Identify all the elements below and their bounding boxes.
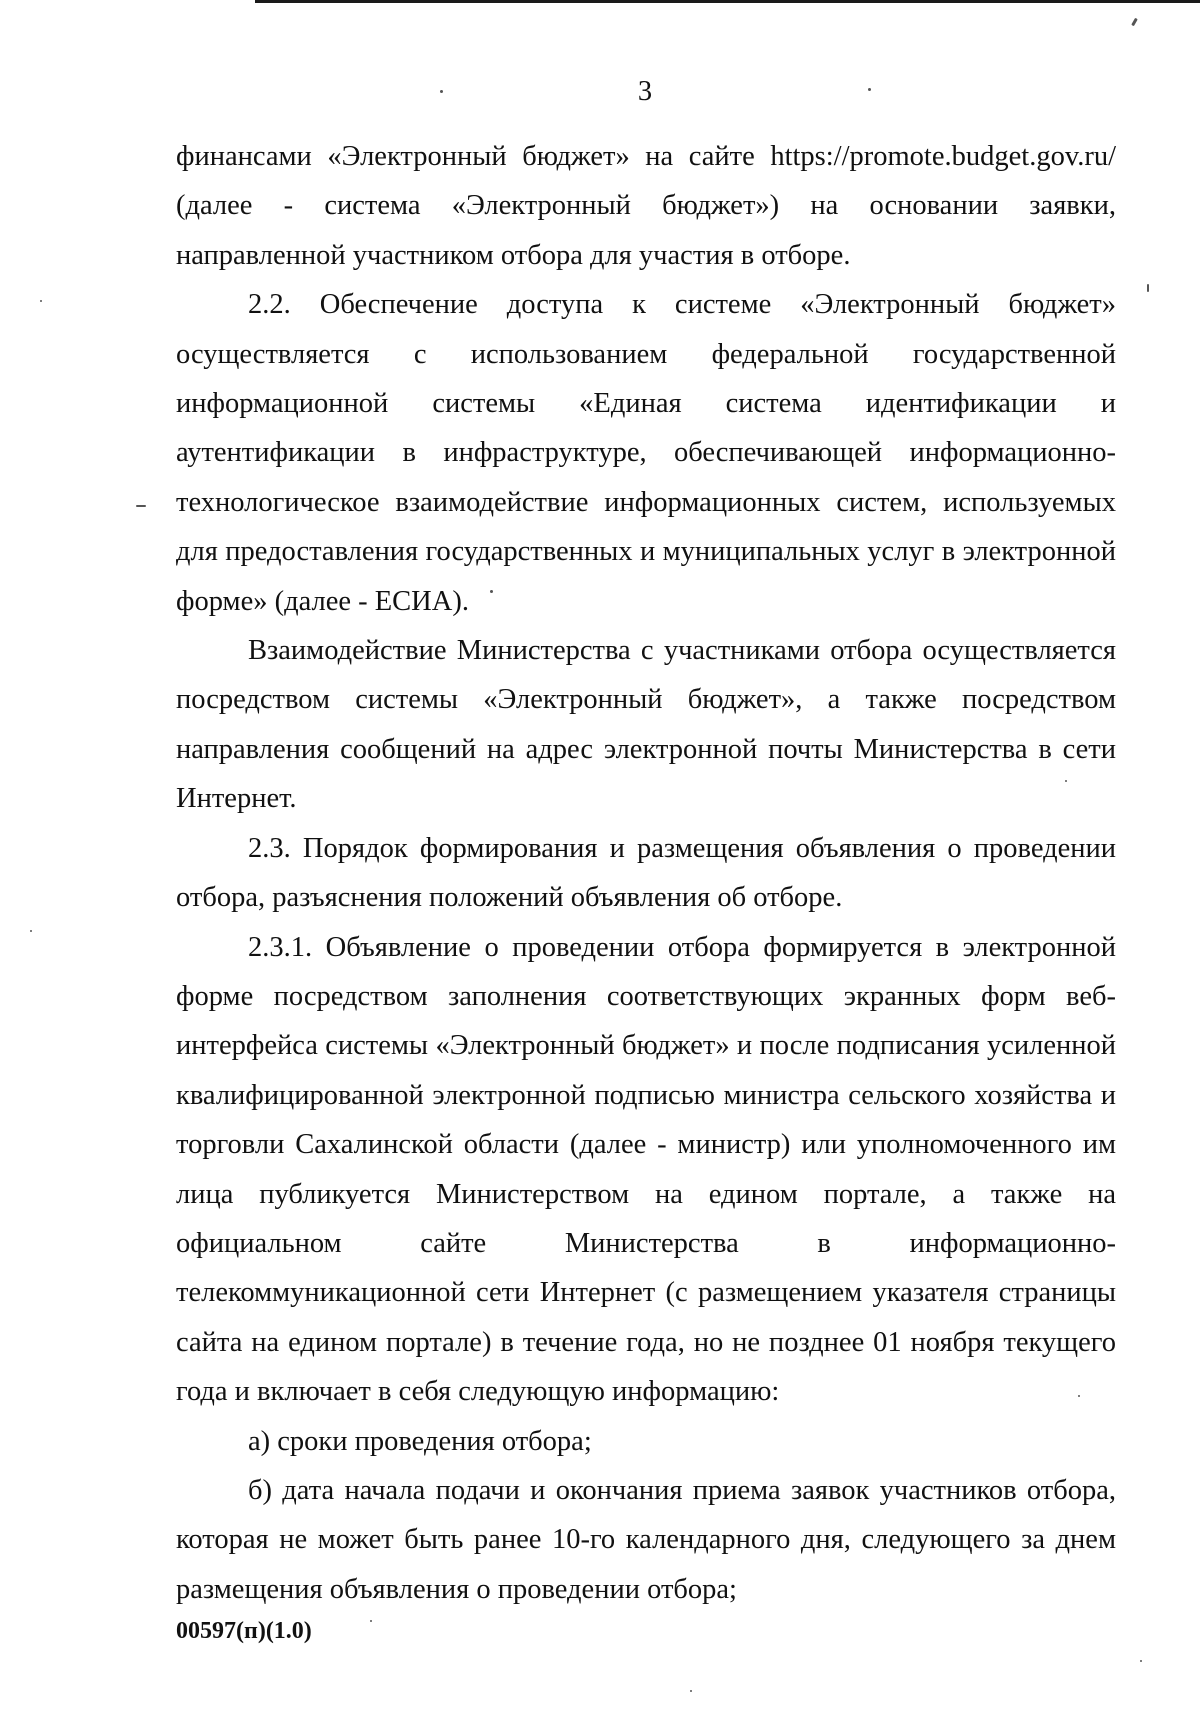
paragraph-2-3: 2.3. Порядок формирования и размещения объявления о проведении отбора, разъяснения положений объявления об отборе.	[176, 832, 1116, 914]
page-number: 3	[637, 76, 653, 107]
scan-speck	[1140, 1660, 1142, 1662]
scan-speck	[1065, 780, 1067, 782]
scan-speck	[690, 1690, 692, 1692]
scan-speck	[370, 1620, 372, 1622]
scan-speck	[490, 590, 493, 593]
scan-speck	[30, 930, 32, 932]
document-body	[176, 132, 1116, 1614]
scan-speck	[1078, 1395, 1080, 1397]
scan-speck	[40, 300, 42, 302]
paragraph-2-2: 2.2. Обеспечение доступа к системе «Электронный бюджет» осуществляется с использованием федеральной государственной информационной системы «Единая система идентификации и аутентификации в инфраструктуре, обеспечивающей информационно-технологическое взаимодействие информационных систем, используемых для предоставления государственных и муниципальных услуг в электронной форме» (далее - ЕСИА).	[176, 289, 1116, 617]
list-item-b: б) дата начала подачи и окончания приема заявок участников отбора, которая не может быть ранее 10-го календарного дня, следующего за днем размещения объявления о проведении отбора;	[176, 1474, 1116, 1605]
scan-speck	[136, 505, 146, 507]
paragraph-interaction: Взаимодействие Министерства с участниками отбора осуществляется посредством системы «Электронный бюджет», а также посредством направления сообщений на адрес электронной почты Министерства в сети Интернет.	[176, 635, 1116, 815]
top-border-line	[255, 0, 1200, 3]
paragraph-continuation: финансами «Электронный бюджет» на сайте https://promote.budget.gov.ru/ (далее - система «Электронный бюджет») на основании заявки, направленной участником отбора для участия в отборе.	[176, 141, 1116, 271]
list-item-a: а) сроки проведения отбора;	[248, 1425, 592, 1457]
scan-speck	[1131, 18, 1138, 26]
paragraph-2-3-1: 2.3.1. Объявление о проведении отбора формируется в электронной форме посредством заполнения соответствующих экранных форм веб-интерфейса системы «Электронный бюджет» и после подписания усиленной квалифицированной электронной подписью министра сельского хозяйства и торговли Сахалинской области (далее - министр) или уполномоченного им лица публикуется Министерством на едином портале, а также на официальном сайте Министерства в информационно-телекоммуникационной сети Интернет (с размещением указателя страницы сайта на едином портале) в течение года, но не позднее 01 ноября текущего года и включает в себя следующую информацию:	[176, 931, 1116, 1408]
scan-speck	[440, 90, 443, 93]
scan-speck	[868, 88, 871, 91]
document-code: 00597(п)(1.0)	[176, 1618, 312, 1644]
scan-speck	[1147, 284, 1149, 292]
